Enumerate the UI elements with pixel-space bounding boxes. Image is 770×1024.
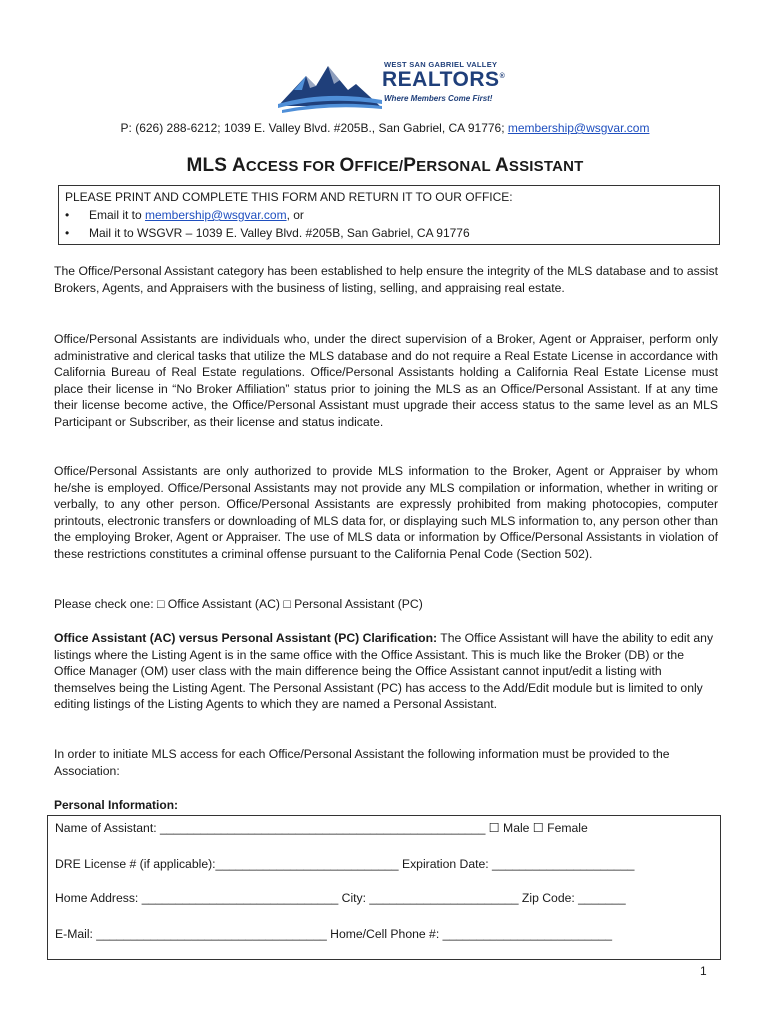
instructions-email-link[interactable]: membership@wsgvar.com — [145, 208, 287, 222]
clarification-heading: Office Assistant (AC) versus Personal Assistant (PC) Clarification: — [54, 631, 438, 645]
instructions-header: PLEASE PRINT AND COMPLETE THIS FORM AND RETURN IT TO OUR OFFICE: — [65, 190, 513, 204]
email-phone-field[interactable]: E-Mail: __________________________________ Home/Cell Phone #: _________________________ — [55, 927, 613, 941]
page-number: 1 — [700, 964, 707, 978]
paragraph-definition: Office/Personal Assistants are individuals who, under the direct supervision of a Broker, Agent or Appraiser, perform only administrative and clerical tasks that utilize the MLS database and do not require a Real Estate License in accordance with California Bureau of Real Estate regulations. Office/Personal Assistants holding a California Real Estate License must place their license in “No Broker Affiliation” status prior to joining the MLS as an Office/Personal Assistant. If at any time their license become active, the Office/Personal Assistant must upgrade their access status to the same level as an MLS Participant or Subscriber, as their license and status indicate. — [54, 332, 718, 429]
check-one-line[interactable]: Please check one: □ Office Assistant (AC) □ Personal Assistant (PC) — [54, 597, 423, 611]
home-address-field[interactable]: Home Address: _____________________________ City: ______________________ Zip Code: _______ — [55, 891, 626, 905]
personal-info-box — [47, 815, 721, 960]
paragraph-restrictions: Office/Personal Assistants are only authorized to provide MLS information to the Broker, Agent or Appraiser by whom he/she is employed. Office/Personal Assistants may not provide any MLS compilation or information, whether in writing or verbally, to any other person. Office/Personal Assistants are expressly prohibited from making photocopies, computer printouts, electronic transfers or downloading of MLS data for, or displaying such MLS information to, any person other than the employing Broker, Agent or Appraiser. The use of MLS data or information by Office/Personal Assistants in violation of these restrictions constitutes a criminal offense pursuant to the California Penal Code (Section 502). — [54, 464, 718, 561]
logo-name: REALTORS® — [382, 68, 506, 91]
mountain-logo-icon — [276, 60, 386, 114]
personal-info-heading: Personal Information: — [54, 798, 179, 812]
instructions-email-item: • Email it to membership@wsgvar.com, or — [65, 208, 304, 222]
wsgvr-logo — [276, 60, 506, 114]
paragraph-initiate: In order to initiate MLS access for each Office/Personal Assistant the following information must be provided to the Association: — [54, 747, 670, 778]
instructions-box — [58, 185, 720, 245]
paragraph-intro: The Office/Personal Assistant category has been established to help ensure the integrity of the MLS database and to assist Brokers, Agents, and Appraisers with the business of listing, selling, and appraising real estate. — [54, 264, 718, 295]
page-title: MLS ACCESS FOR OFFICE/PERSONAL ASSISTANT — [186, 155, 584, 176]
name-of-assistant-field[interactable]: Name of Assistant: ________________________________________________ ☐ Male ☐ Female — [55, 821, 588, 835]
logo-tagline: Where Members Come First! — [384, 94, 493, 103]
dre-license-field[interactable]: DRE License # (if applicable):___________________________ Expiration Date: _____________________ — [55, 857, 635, 871]
contact-info: P: (626) 288-6212; 1039 E. Valley Blvd. #205B., San Gabriel, CA 91776; — [120, 121, 508, 135]
instructions-mail-item: • Mail it to WSGVR – 1039 E. Valley Blvd. #205B, San Gabriel, CA 91776 — [65, 226, 470, 240]
contact-email-link[interactable]: membership@wsgvar.com — [507, 121, 650, 135]
paragraph-clarification: Office Assistant (AC) versus Personal Assistant (PC) Clarification: The Office Assistant will have the ability to edit any listings where the Listing Agent is in the same office with the Office Assistant. This is much like the Broker (DB) or the Office Manager (OM) user class with the main difference being the Office Assistant cannot input/edit a listing with themselves being the Listing Agent. The Personal Assistant (PC) has access to the Add/Edit module but is limited to only editing listings of the Listing Agents to which they are named a Personal Assistant. — [54, 631, 714, 712]
logo-region: WEST SAN GABRIEL VALLEY — [384, 60, 498, 69]
contact-line — [0, 121, 770, 135]
